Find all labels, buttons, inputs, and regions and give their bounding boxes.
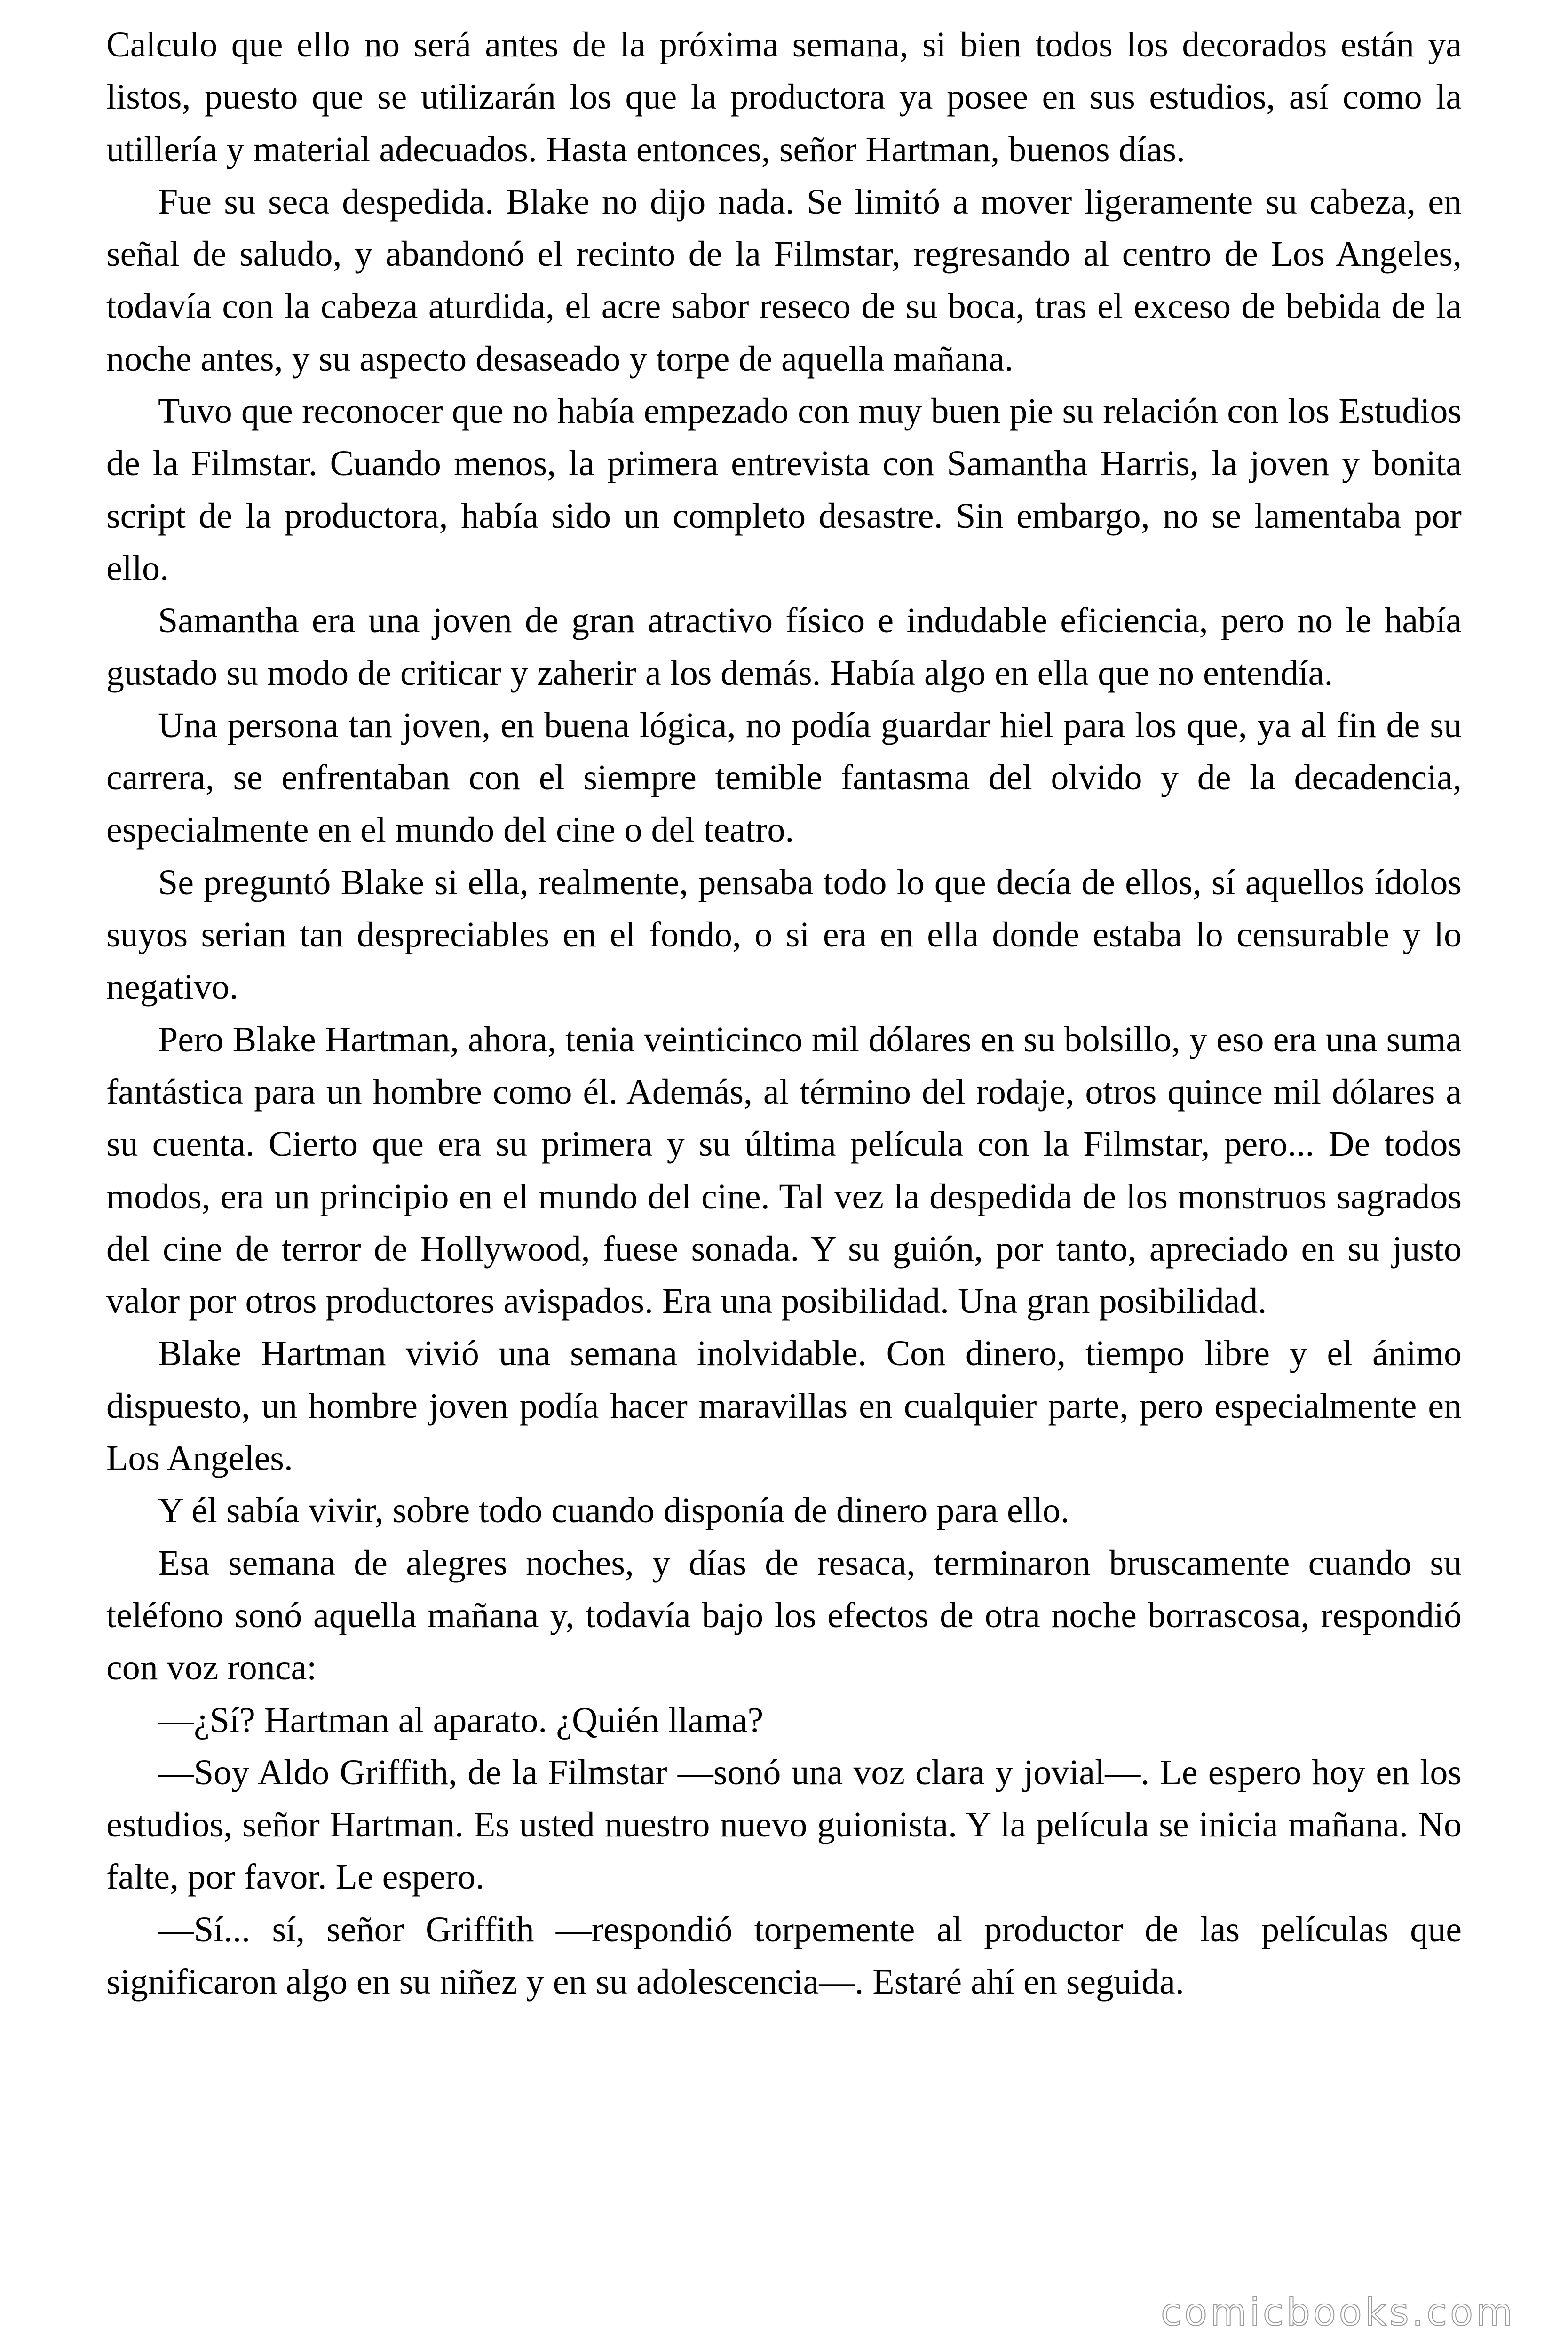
dialogue-line-3: —Sí... sí, señor Griffith —respondió torpemente al productor de las películas que significaron algo en su niñez y en su adolescencia—. Estaré ahí en seguida. xyxy=(106,1909,1462,2002)
paragraph-7: Pero Blake Hartman, ahora, tenia veinticinco mil dólares en su bolsillo, y eso era una suma fantástica para un hombre como él. Además, al término del rodaje, otros quince mil dólares a su cuenta. Cierto que era su primera y su última película con la Filmstar, pero... De todos modos, era un principio en el mundo del cine. Tal vez la despedida de los monstruos sagrados del cine de terror de Hollywood, fuese sonada. Y su guión, por tanto, apreciado en su justo valor por otros productores avispados. Era una posibilidad. Una gran posibilidad. xyxy=(106,1019,1462,1321)
watermark: comicbooks.com xyxy=(1160,2290,1515,2334)
book-page xyxy=(106,19,1462,2008)
dialogue-line-1: —¿Sí? Hartman al aparato. ¿Quién llama? xyxy=(158,1700,764,1740)
paragraph-4: Samantha era una joven de gran atractivo físico e indudable eficiencia, pero no le había gustado su modo de criticar y zaherir a los demás. Había algo en ella que no entendía. xyxy=(106,601,1462,693)
paragraph-8: Blake Hartman vivió una semana inolvidable. Con dinero, tiempo libre y el ánimo dispuesto, un hombre joven podía hacer maravillas en cualquier parte, pero especialmente en Los Angeles. xyxy=(106,1334,1462,1478)
paragraph-5: Una persona tan joven, en buena lógica, no podía guardar hiel para los que, ya al fin de su carrera, se enfrentaban con el siempre temible fantasma del olvido y de la decadencia, especialmente en el mundo del cine o del teatro. xyxy=(106,705,1462,850)
paragraph-1: Calculo que ello no será antes de la próxima semana, si bien todos los decorados están ya listos, puesto que se utilizarán los que la productora ya posee en sus estudios, así como la utillería y material adecuados. Hasta entonces, señor Hartman, buenos días. xyxy=(106,25,1462,169)
paragraph-9: Y él sabía vivir, sobre todo cuando disponía de dinero para ello. xyxy=(158,1491,1069,1531)
paragraph-2: Fue su seca despedida. Blake no dijo nada. Se limitó a mover ligeramente su cabeza, en señal de saludo, y abandonó el recinto de la Filmstar, regresando al centro de Los Angeles, todavía con la cabeza aturdida, el acre sabor reseco de su boca, tras el exceso de bebida de la noche antes, y su aspecto desaseado y torpe de aquella mañana. xyxy=(106,182,1462,379)
paragraph-6: Se preguntó Blake si ella, realmente, pensaba todo lo que decía de ellos, sí aquellos ídolos suyos serian tan despreciables en el fondo, o si era en ella donde estaba lo censurable y lo negativo. xyxy=(106,862,1462,1007)
paragraph-10: Esa semana de alegres noches, y días de resaca, terminaron bruscamente cuando su teléfono sonó aquella mañana y, todavía bajo los efectos de otra noche borrascosa, respondió con voz ronca: xyxy=(106,1543,1462,1688)
dialogue-line-2: —Soy Aldo Griffith, de la Filmstar —sonó una voz clara y jovial—. Le espero hoy en los estudios, señor Hartman. Es usted nuestro nuevo guionista. Y la película se inicia mañana. No falte, por favor. Le espero. xyxy=(106,1752,1462,1897)
paragraph-3: Tuvo que reconocer que no había empezado con muy buen pie su relación con los Estudios de la Filmstar. Cuando menos, la primera entrevista con Samantha Harris, la joven y bonita script de la productora, había sido un completo desastre. Sin embargo, no se lamentaba por ello. xyxy=(106,391,1462,588)
